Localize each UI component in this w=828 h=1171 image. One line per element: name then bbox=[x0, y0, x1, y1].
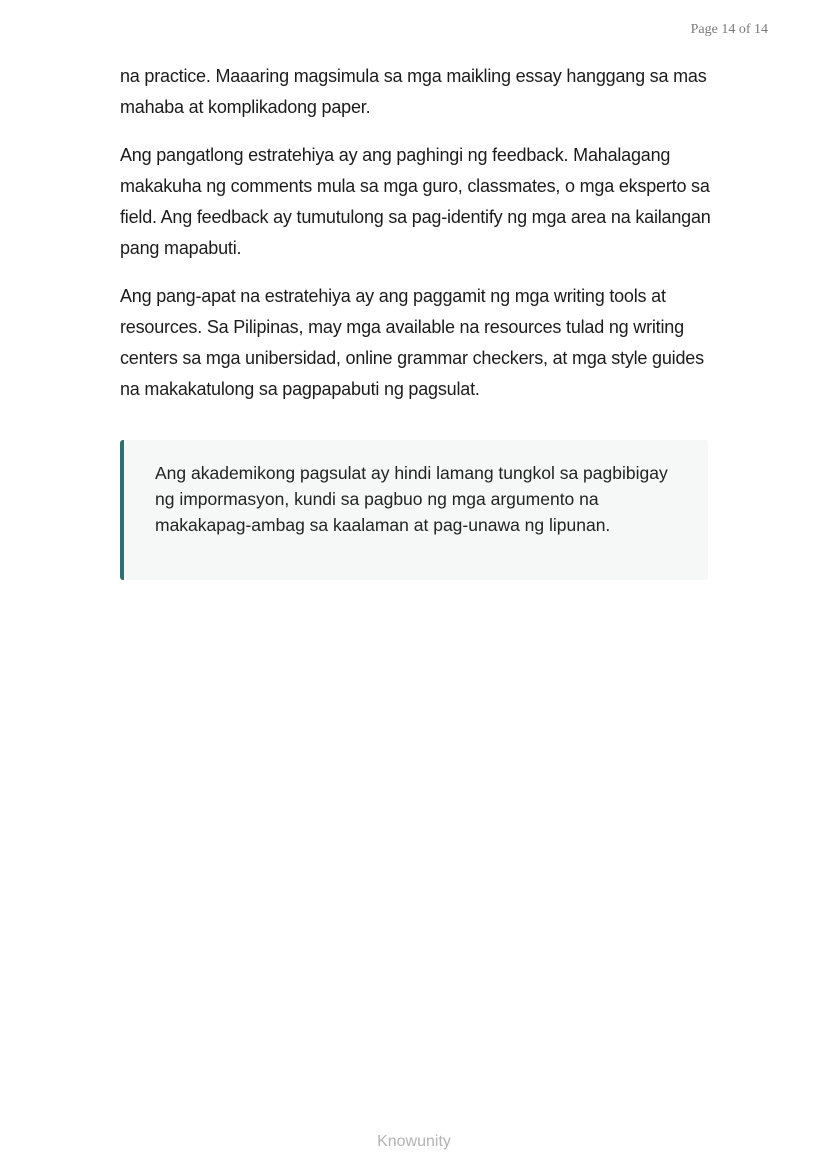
page-number: Page 14 of 14 bbox=[690, 22, 768, 37]
paragraph-practice: na practice. Maaaring magsimula sa mga maikling essay hanggang sa mas mahaba at komplikadong paper. bbox=[120, 66, 707, 117]
document-body bbox=[120, 61, 720, 422]
paragraph-feedback-strategy: Ang pangatlong estratehiya ay ang paghingi ng feedback. Mahalagang makakuha ng comments mula sa mga guro, classmates, o mga eksperto sa field. Ang feedback ay tumutulong sa pag-identify ng mga area na kailangan pang mapabuti. bbox=[120, 145, 711, 258]
blockquote bbox=[120, 440, 708, 580]
blockquote-text: Ang akademikong pagsulat ay hindi lamang tungkol sa pagbibigay ng impormasyon, kundi sa pagbuo ng mga argumento na makakapag-ambag sa kaalaman at pag-unawa ng lipunan. bbox=[155, 463, 668, 535]
paragraph-writing-tools-strategy: Ang pang-apat na estratehiya ay ang paggamit ng mga writing tools at resources. Sa Pilipinas, may mga available na resources tulad ng writing centers sa mga unibersidad, online grammar checkers, at mga style guides na makakatulong sa pagpapabuti ng pagsulat. bbox=[120, 286, 704, 399]
footer-brand: Knowunity bbox=[377, 1133, 451, 1150]
